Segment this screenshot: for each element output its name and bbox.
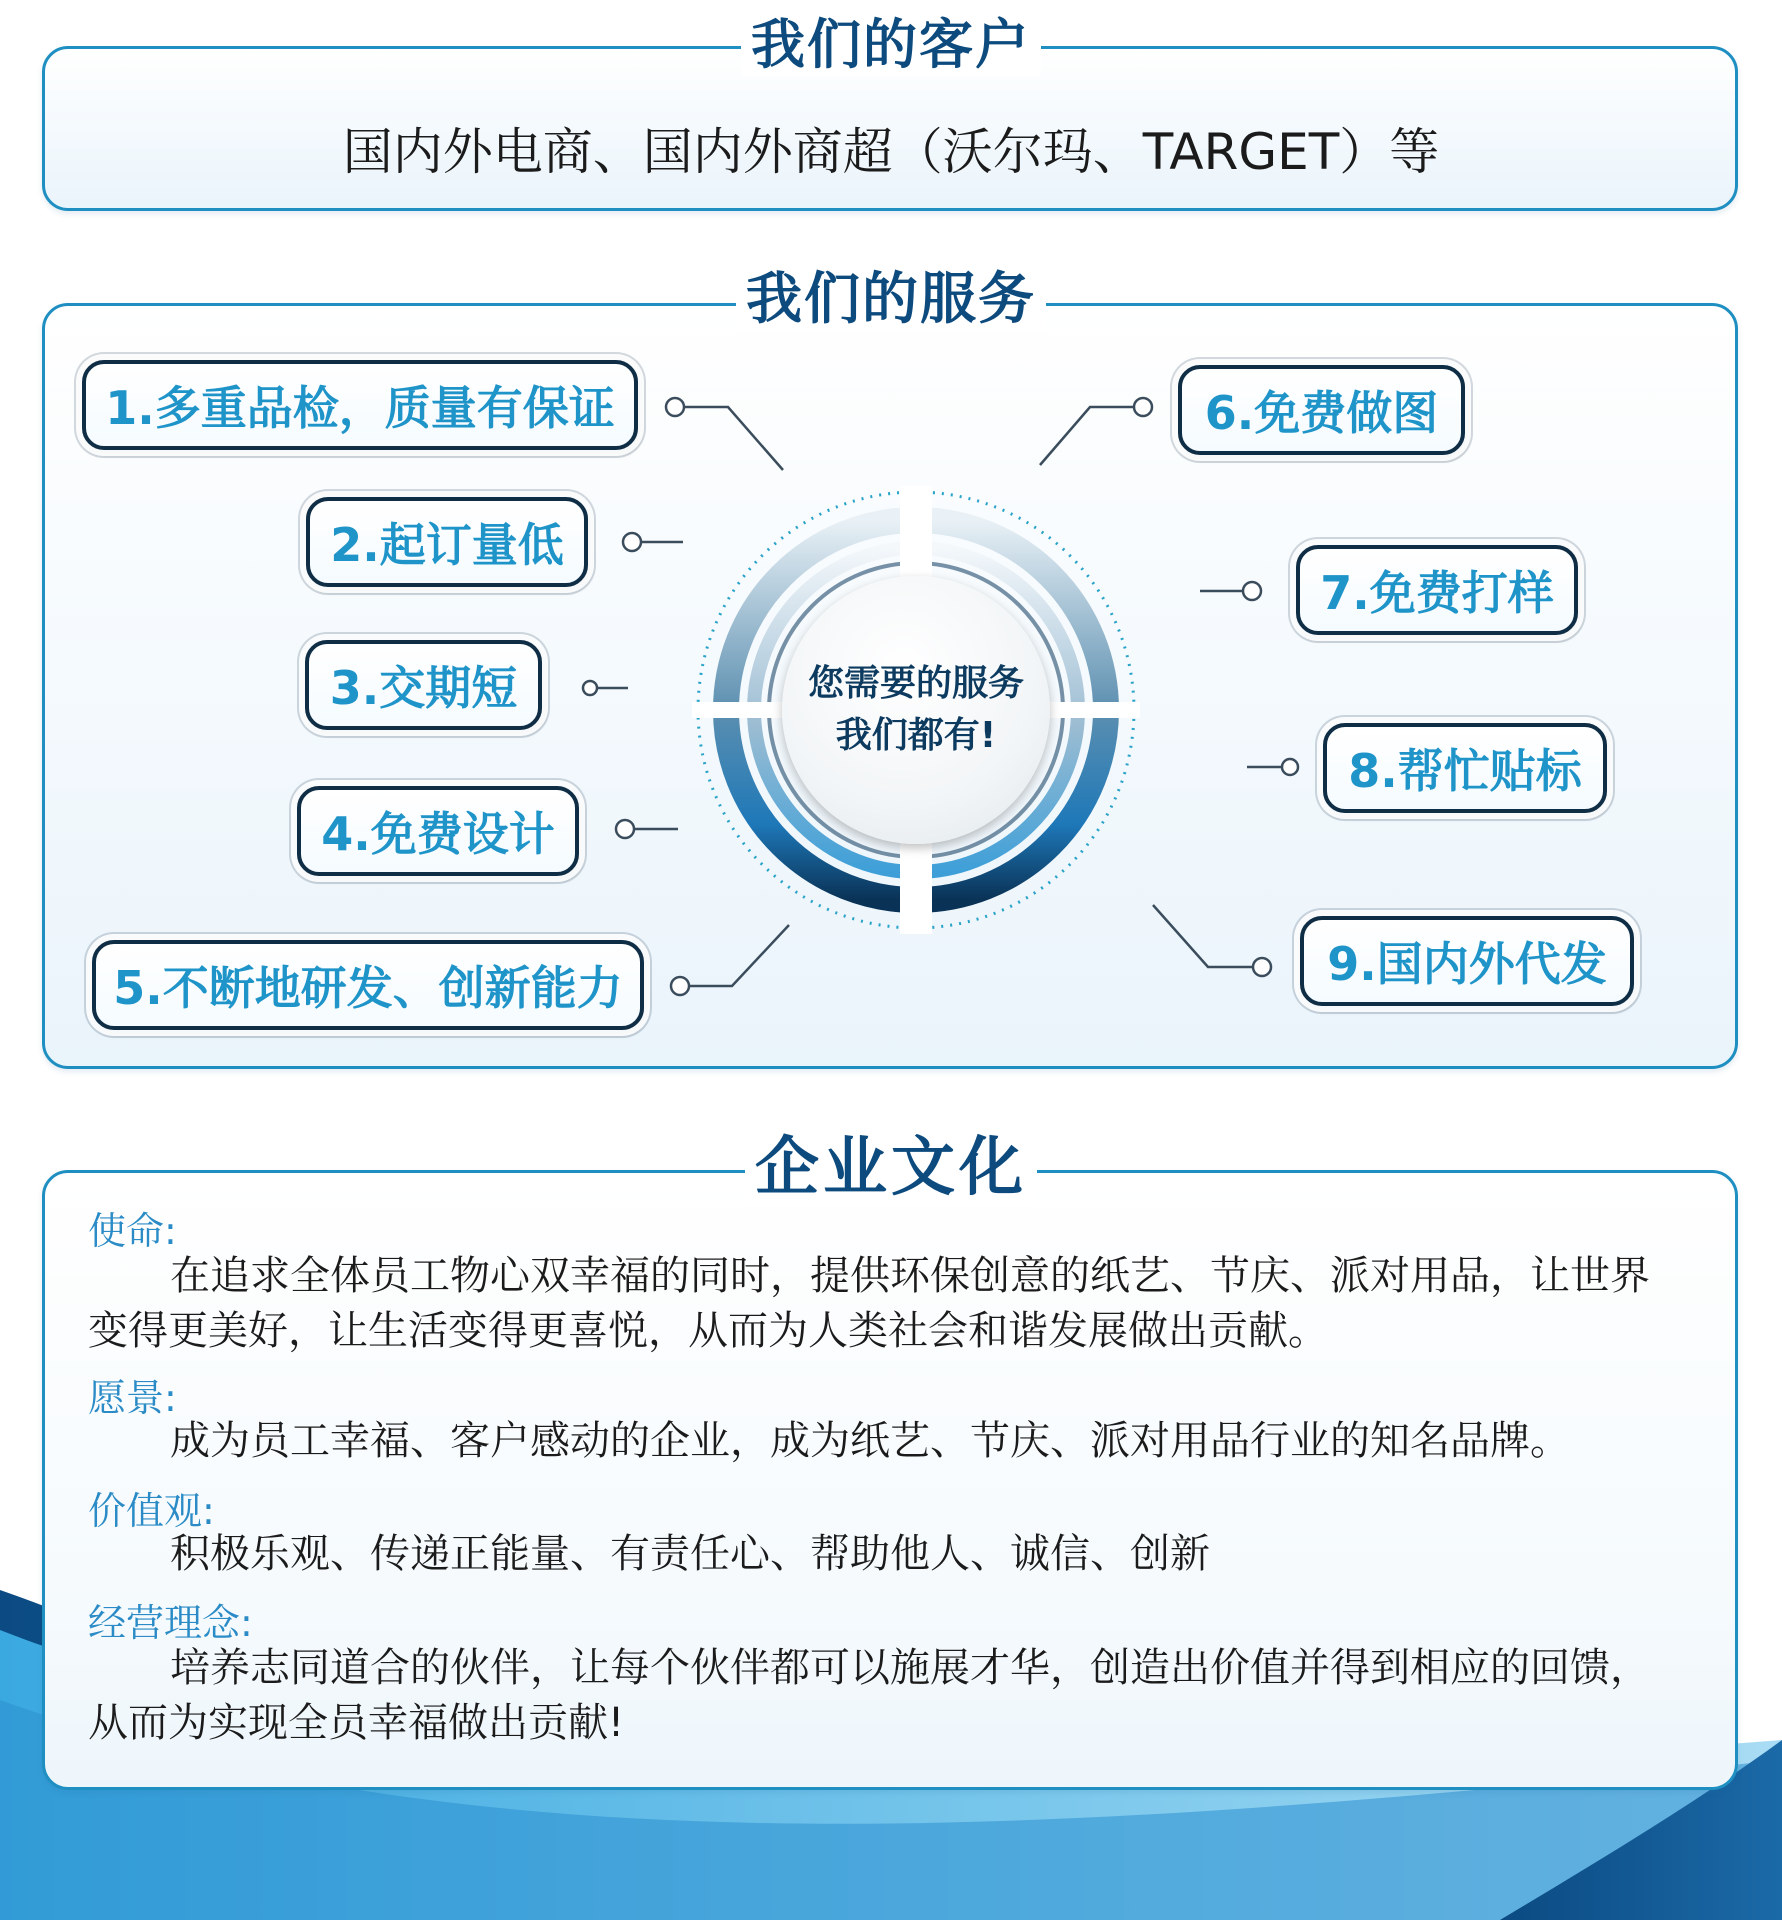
service-item-1: 1.多重品检，质量有保证: [82, 360, 638, 450]
values-text: 积极乐观、传递正能量、有责任心、帮助他人、诚信、创新: [170, 1531, 1210, 1577]
service-item-2: 2.起订量低: [306, 497, 588, 587]
service-item-5: 5.不断地研发、创新能力: [92, 940, 644, 1030]
mission-text: 在追求全体员工物心双幸福的同时，提供环保创意的纸艺、节庆、派对用品，让世界变得更美好，让生活变得更喜悦，从而为人类社会和谐发展做出贡献。: [88, 1253, 1650, 1354]
service-item-8: 8.帮忙贴标: [1323, 723, 1607, 813]
philosophy-label: 经营理念:: [88, 1601, 253, 1645]
values-label: 价值观:: [88, 1489, 215, 1533]
service-item-4: 4.免费设计: [297, 786, 579, 876]
culture-title-text: 企业文化: [745, 1131, 1037, 1205]
services-title-text: 我们的服务: [736, 267, 1046, 332]
service-item-3: 3.交期短: [305, 640, 542, 730]
vision-label: 愿景:: [88, 1376, 177, 1420]
service-item-6: 6.免费做图: [1178, 365, 1465, 455]
service-hub-center: [782, 576, 1050, 844]
customers-text: 国内外电商、国内外商超（沃尔玛、TARGET）等: [342, 123, 1440, 181]
vision-text: 成为员工幸福、客户感动的企业，成为纸艺、节庆、派对用品行业的知名品牌。: [170, 1418, 1570, 1464]
customers-title-text: 我们的客户: [741, 13, 1041, 76]
mission-label: 使命:: [88, 1209, 177, 1253]
philosophy-text: 培养志同道合的伙伴，让每个伙伴都可以施展才华，创造出价值并得到相应的回馈，从而为实现全员幸福做出贡献!: [88, 1645, 1650, 1746]
hub-line-1: 您需要的服务: [807, 662, 1024, 704]
culture-title: [0, 1131, 1782, 1205]
hub-line-2: 我们都有!: [835, 715, 997, 756]
service-item-7: 7.免费打样: [1296, 545, 1578, 635]
service-item-9: 9.国内外代发: [1300, 916, 1634, 1006]
